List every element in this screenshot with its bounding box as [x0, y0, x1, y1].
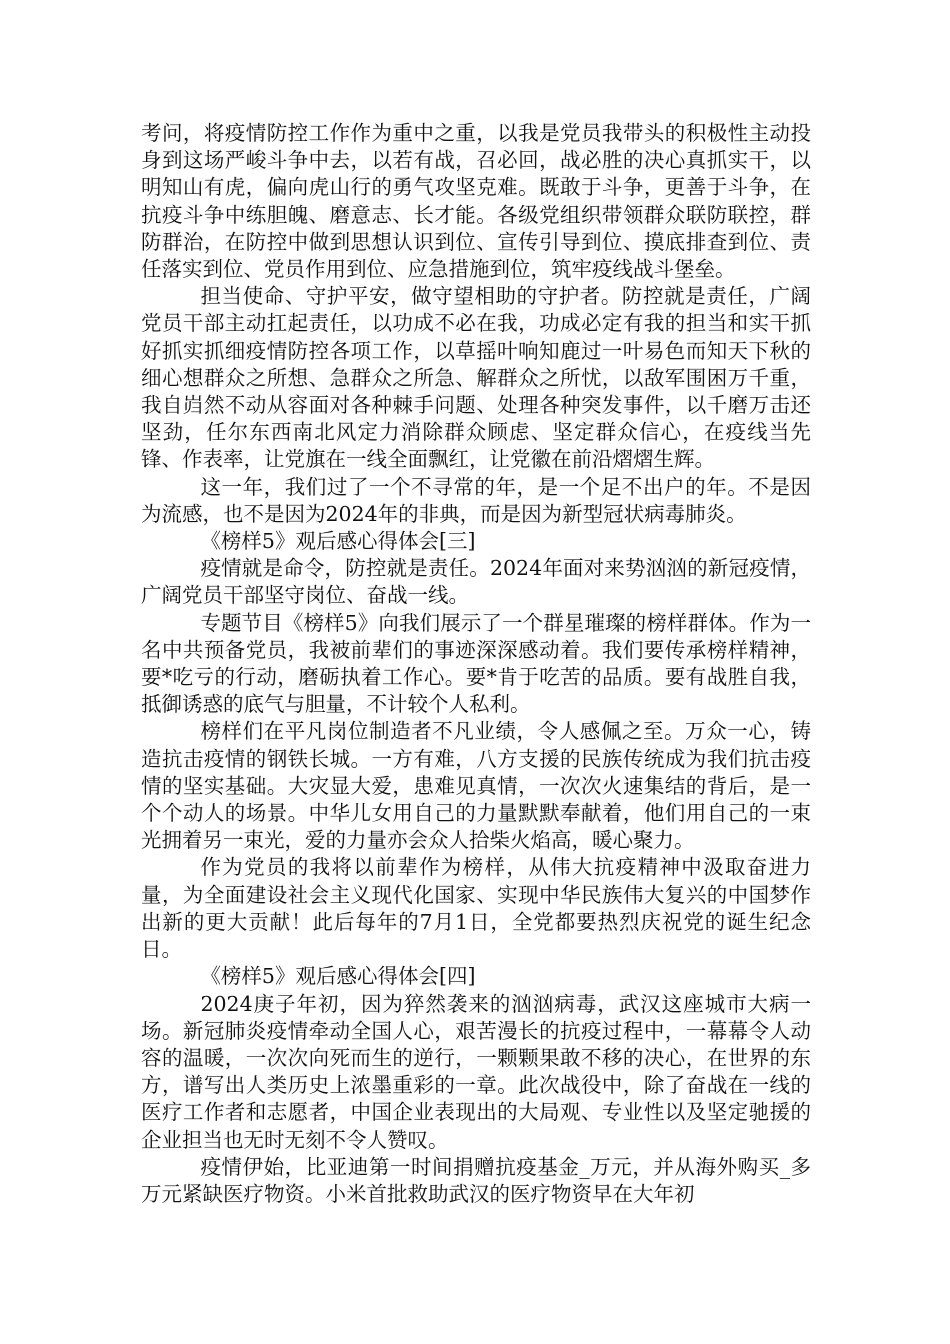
- paragraph: 作为党员的我将以前辈作为榜样，从伟大抗疫精神中汲取奋进力量，为全面建设社会主义现代化国家、实现中华民族伟大复兴的中国梦作出新的更大贡献！此后每年的7月1日，全党都要热烈庆祝党的诞生纪念日。: [141, 855, 811, 962]
- paragraph: 疫情伊始，比亚迪第一时间捐赠抗疫基金_万元，并从海外购买_多万元紧缺医疗物资。小米首批救助武汉的医疗物资早在大年初: [141, 1154, 811, 1206]
- document-page: [141, 120, 811, 1208]
- section-heading: 《榜样5》观后感心得体会[三]: [200, 529, 476, 554]
- paragraph: 考问，将疫情防控工作作为重中之重，以我是党员我带头的积极性主动投身到这场严峻斗争中去，以若有战，召必回，战必胜的决心真抓实干，以明知山有虎，偏向虎山行的勇气攻坚克难。既敢于斗争，更善于斗争，在抗疫斗争中练胆魄、磨意志、长才能。各级党组织带领群众联防联控，群防群治，在防控中做到思想认识到位、宣传引导到位、摸底排查到位、责任落实到位、党员作用到位、应急措施到位，筑牢疫线战斗堡垒。: [141, 121, 811, 282]
- paragraph: 榜样们在平凡岗位制造者不凡业绩，令人感佩之至。万众一心，铸造抗击疫情的钢铁长城。一方有难，八方支援的民族传统成为我们抗击疫情的坚实基础。大灾显大爱，患难见真情，一次次火速集结的背后，是一个个动人的场景。中华儿女用自己的力量默默奉献着，他们用自己的一束光拥着另一束光，爱的力量亦会众人拾柴火焰高，暖心聚力。: [141, 719, 811, 853]
- section-heading: 《榜样5》观后感心得体会[四]: [200, 964, 476, 989]
- paragraph: 疫情就是命令，防控就是责任。2024年面对来势汹汹的新冠疫情，广阔党员干部坚守岗位、奋战一线。: [141, 556, 811, 608]
- paragraph: 2024庚子年初，因为猝然袭来的汹汹病毒，武汉这座城市大病一场。新冠肺炎疫情牵动全国人心，艰苦漫长的抗疫过程中，一幕幕令人动容的温暖，一次次向死而生的逆行，一颗颗果敢不移的决心，在世界的东方，谱写出人类历史上浓墨重彩的一章。此次战役中，除了奋战在一线的医疗工作者和志愿者，中国企业表现出的大局观、专业性以及坚定驰援的企业担当也无时无刻不令人赞叹。: [141, 991, 811, 1152]
- paragraph: 担当使命、守护平安，做守望相助的守护者。防控就是责任，广阔党员干部主动扛起责任，以功成不必在我，功成必定有我的担当和实干抓好抓实抓细疫情防控各项工作，以草摇叶响知鹿过一叶易色而知天下秋的细心想群众之所想、急群众之所急、解群众之所忧，以敌军围困万千重，我自岿然不动从容面对各种棘手问题、处理各种突发事件，以千磨万击还坚劲，任尔东西南北风定力消除群众顾虑、坚定群众信心，在疫线当先锋、作表率，让党旗在一线全面飘红，让党徽在前沿熠熠生辉。: [141, 284, 811, 472]
- paragraph: 专题节目《榜样5》向我们展示了一个群星璀璨的榜样群体。作为一名中共预备党员，我被前辈们的事迹深深感动着。我们要传承榜样精神，要*吃亏的行动，磨砺执着工作心。要*肯于吃苦的品质。要有战胜自我，抵御诱惑的底气与胆量，不计较个人私利。: [141, 610, 811, 717]
- paragraph: 这一年，我们过了一个不寻常的年，是一个足不出户的年。不是因为流感，也不是因为2024年的非典，而是因为新型冠状病毒肺炎。: [141, 474, 811, 526]
